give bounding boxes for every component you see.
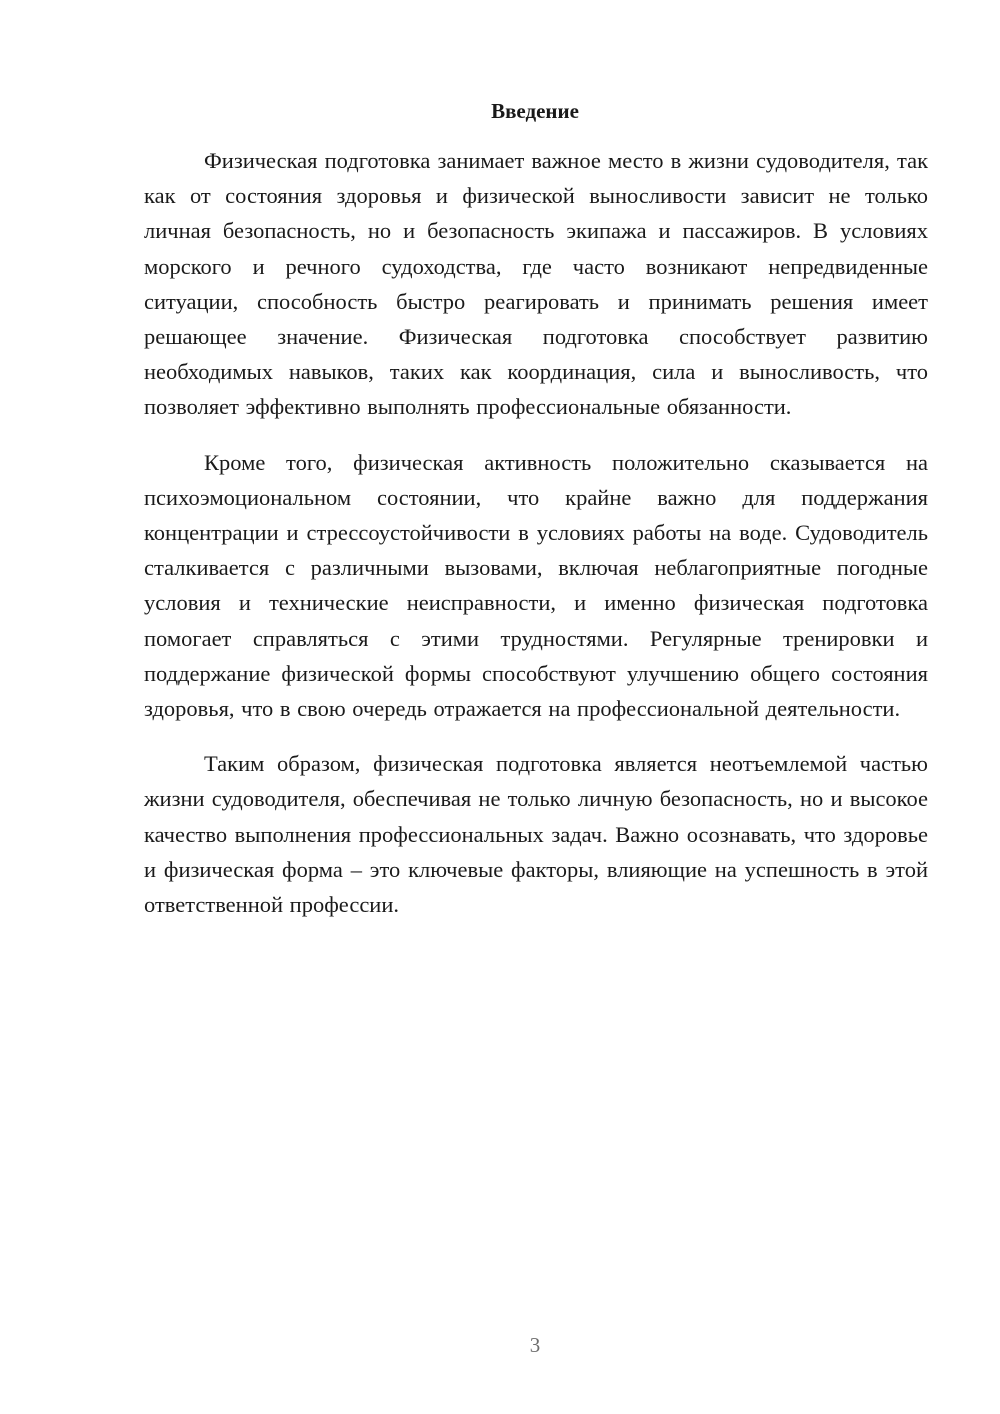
page-number: 3 <box>529 1333 541 1357</box>
section-title: Введение <box>491 99 579 123</box>
paragraph-3: Таким образом, физическая подготовка является неотъемлемой частью жизни судоводителя, обеспечивая не только личную безопасность, но и высокое качество выполнения профессиональных задач. Важно осознавать, что здоровье и физическая форма – это ключевые факторы, влияющие на успешность в этой ответственной профессии. <box>144 751 928 918</box>
paragraph-1: Физическая подготовка занимает важное место в жизни судоводителя, так как от состояния здоровья и физической выносливости зависит не только личная безопасность, но и безопасность экипажа и пассажиров. В условиях морского и речного судоходства, где часто возникают непредвиденные ситуации, способность быстро реагировать и принимать решения имеет решающее значение. Физическая подготовка способствует развитию необходимых навыков, таких как координация, сила и выносливость, что позволяет эффективно выполнять профессиональные обязанности. <box>144 148 928 420</box>
paragraph-2: Кроме того, физическая активность положительно сказывается на психоэмоциональном состоянии, что крайне важно для поддержания концентрации и стрессоустойчивости в условиях работы на воде. Судоводитель сталкивается с различными вызовами, включая неблагоприятные погодные условия и технические неисправности, и именно физическая подготовка помогает справляться с этими трудностями. Регулярные тренировки и поддержание физической формы способствуют улучшению общего состояния здоровья, что в свою очередь отражается на профессиональной деятельности. <box>144 449 928 722</box>
body-text <box>144 143 928 942</box>
